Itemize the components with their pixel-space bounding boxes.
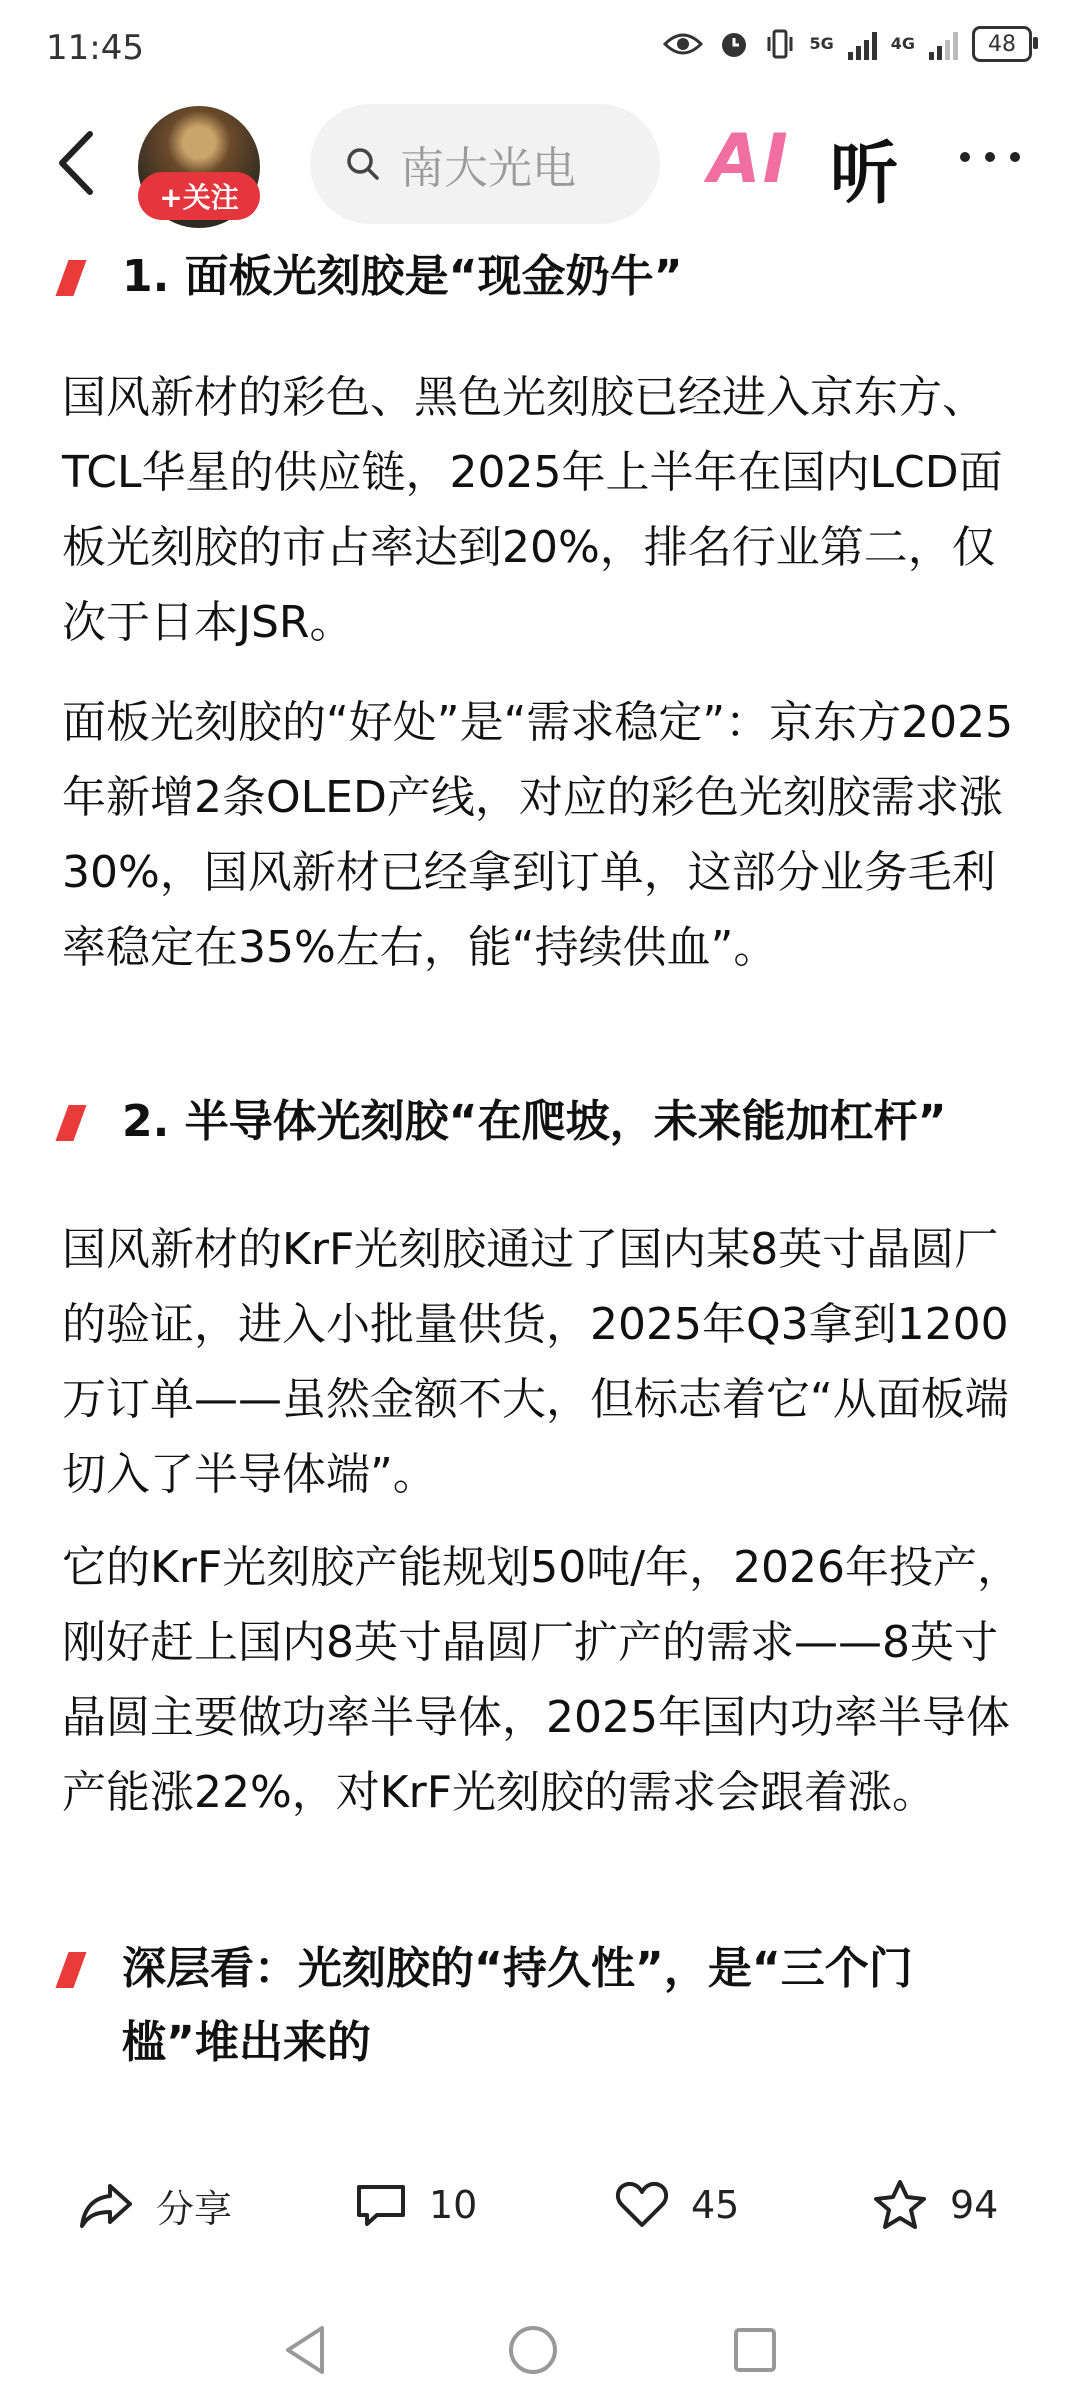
search-bar[interactable] bbox=[310, 104, 660, 224]
signal-icon-2 bbox=[929, 28, 958, 60]
signal-icon bbox=[848, 28, 877, 60]
eye-icon bbox=[663, 30, 703, 58]
heading-marker-icon bbox=[55, 1105, 86, 1141]
share-icon bbox=[78, 2180, 134, 2230]
network-4g-label: 4G bbox=[890, 34, 915, 53]
follow-button[interactable]: +关注 bbox=[138, 172, 260, 220]
section-heading-1-text: 1. 面板光刻胶是“现金奶牛” bbox=[122, 251, 683, 302]
top-app-bar bbox=[0, 100, 1080, 230]
status-time: 11:45 bbox=[46, 28, 144, 68]
paragraph-4: 它的KrF光刻胶产能规划50吨/年，2026年投产，刚好赶上国内8英寸晶圆厂扩产的需求——8英寸晶圆主要做功率半导体，2025年国内功率半导体产能涨22%，对KrF光刻胶的需求会跟着涨。 bbox=[62, 1542, 1022, 1818]
share-button[interactable] bbox=[78, 2155, 232, 2255]
nav-recents-icon[interactable] bbox=[730, 2322, 780, 2378]
heading-marker-icon bbox=[55, 1952, 86, 1988]
heart-icon bbox=[615, 2180, 669, 2230]
favorite-count: 94 bbox=[950, 2183, 999, 2227]
share-label: 分享 bbox=[156, 2186, 233, 2231]
section-heading-1 bbox=[62, 240, 682, 314]
vibrate-icon bbox=[765, 27, 795, 61]
like-count: 45 bbox=[691, 2183, 740, 2227]
nav-home-icon[interactable] bbox=[505, 2322, 561, 2378]
comment-button[interactable] bbox=[355, 2155, 477, 2255]
paragraph-3: 国风新材的KrF光刻胶通过了国内某8英寸晶圆厂的验证，进入小批量供货，2025年Q3拿到1200万订单——虽然金额不大，但标志着它“从面板端切入了半导体端”。 bbox=[62, 1224, 1009, 1500]
like-button[interactable] bbox=[615, 2155, 739, 2255]
ai-button[interactable]: AI bbox=[708, 120, 790, 199]
search-placeholder: 南大光电 bbox=[400, 143, 576, 194]
more-options-icon[interactable] bbox=[960, 152, 1020, 162]
back-arrow-icon[interactable] bbox=[50, 128, 110, 198]
comment-count: 10 bbox=[429, 2183, 478, 2227]
paragraph-1: 国风新材的彩色、黑色光刻胶已经进入京东方、TCL华星的供应链，2025年上半年在国内LCD面板光刻胶的市占率达到20%，排名行业第二，仅次于日本JSR。 bbox=[62, 372, 1003, 648]
comment-icon bbox=[355, 2181, 407, 2229]
battery-level: 48 bbox=[988, 31, 1016, 57]
star-icon bbox=[872, 2178, 928, 2232]
section-heading-2 bbox=[62, 1085, 946, 1159]
search-icon bbox=[346, 147, 380, 181]
section-heading-3 bbox=[62, 1932, 1022, 2080]
status-icons bbox=[663, 26, 1032, 62]
alarm-icon bbox=[717, 27, 751, 61]
battery-icon bbox=[972, 26, 1032, 62]
status-bar bbox=[0, 0, 1080, 100]
heading-marker-icon bbox=[55, 260, 86, 296]
favorite-button[interactable] bbox=[872, 2155, 998, 2255]
section-heading-3-text: 深层看：光刻胶的“持久性”，是“三个门槛”堆出来的 bbox=[122, 1943, 913, 2068]
section-heading-2-text: 2. 半导体光刻胶“在爬坡，未来能加杠杆” bbox=[122, 1096, 947, 1147]
listen-button[interactable]: 听 bbox=[830, 135, 899, 214]
paragraph-2: 面板光刻胶的“好处”是“需求稳定”：京东方2025年新增2条OLED产线，对应的彩色光刻胶需求涨30%，国风新材已经拿到订单，这部分业务毛利率稳定在35%左右，能“持续供血”。 bbox=[62, 697, 1014, 973]
network-5g-label: 5G bbox=[809, 34, 834, 53]
article-action-bar bbox=[0, 2155, 1080, 2255]
system-navigation-bar bbox=[0, 2300, 1080, 2400]
nav-back-icon[interactable] bbox=[280, 2322, 330, 2378]
